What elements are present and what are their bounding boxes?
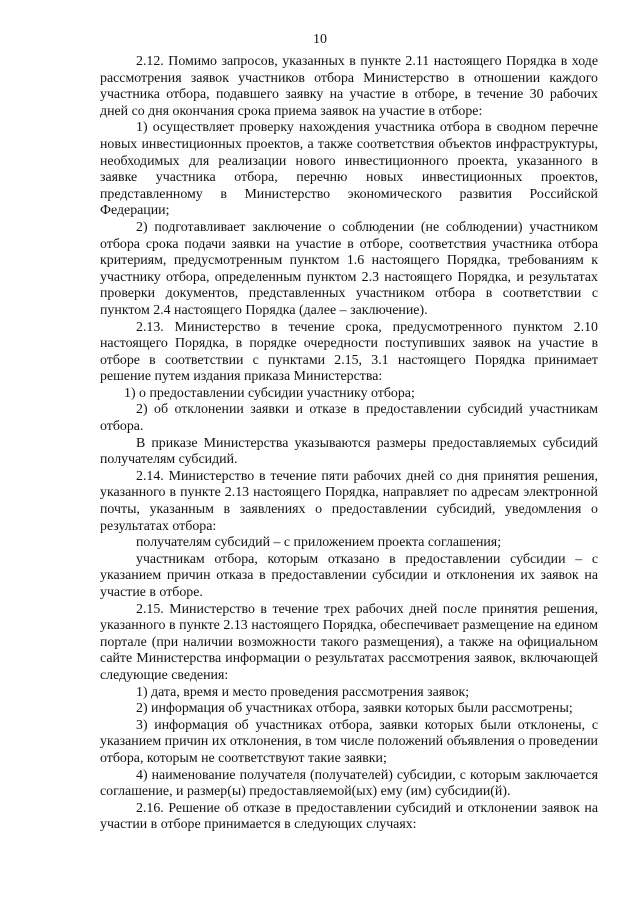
paragraph-2-12-item-2: 2) подготавливает заключение о соблюдении (не соблюдении) участником отбора срока подачи заявки на участие в отборе, соответствия участника отбора критериям, предусмотренным пунктом 1.6 настоящего Порядка, требованиям к участнику отбора, определенным пунктом 2.3 настоящего Порядка, и результатах проверки документов, представленных участником отбора в соответствии с пунктом 2.4 настоящего Порядка (далее – заключение). [100,219,598,318]
document-body [100,54,598,834]
paragraph-2-14-refused: участникам отбора, которым отказано в предоставлении субсидии – с указанием причин отказа в предоставлении субсидии и отклонения их заявок на участие в отборе. [100,551,598,600]
paragraph-2-15-item-3: 3) информация об участниках отбора, заявки которых были отклонены, с указанием причин их отклонения, в том числе положений объявления о проведении отбора, которым не соответствуют такие заявки; [100,717,598,766]
paragraph-2-15-item-2: 2) информация об участниках отбора, заявки которых были рассмотрены; [136,701,573,717]
paragraph-2-15: 2.15. Министерство в течение трех рабочих дней после принятия решения, указанного в пункте 2.13 настоящего Порядка, обеспечивает размещение на едином портале (при наличии возможности такого размещения), а также на официальном сайте Министерства информации о результатах рассмотрения заявок, включающей следующие сведения: [100,601,598,683]
paragraph-2-13-item-1: 1) о предоставлении субсидии участнику отбора; [124,385,415,401]
paragraph-2-15-item-4: 4) наименование получателя (получателей) субсидии, с которым заключается соглашение, и размер(ы) предоставляемой(ых) ему (им) субсидии(й). [100,767,598,800]
page-number: 10 [313,32,327,47]
paragraph-2-14-recipients: получателям субсидий – с приложением проекта соглашения; [136,535,502,551]
paragraph-2-15-item-1: 1) дата, время и место проведения рассмотрения заявок; [136,684,470,700]
paragraph-2-13: 2.13. Министерство в течение срока, предусмотренного пунктом 2.10 настоящего Порядка, в порядке очередности поступивших заявок на участие в отборе в соответствии с пунктами 2.15, 3.1 настоящего Порядка принимает решение путем издания приказа Министерства: [100,319,598,385]
paragraph-2-13-item-2: 2) об отклонении заявки и отказе в предоставлении субсидий участникам отбора. [100,402,598,435]
paragraph-2-14: 2.14. Министерство в течение пяти рабочих дней со дня принятия решения, указанного в пункте 2.13 настоящего Порядка, направляет по адресам электронной почты, указанным в заявлениях о предоставлении субсидий, уведомления о результатах отбора: [100,468,598,534]
paragraph-2-12-item-1: 1) осуществляет проверку нахождения участника отбора в сводном перечне новых инвестиционных проектов, а также соответствия объектов инфраструктуры, необходимых для реализации нового инвестиционного проекта, указанного в заявке участника отбора, перечню новых инвестиционных проектов, представленному в Министерство экономического развития Российской Федерации; [100,120,598,219]
paragraph-order-subsidies: В приказе Министерства указываются размеры предоставляемых субсидий получателям субсидий. [100,435,598,468]
paragraph-2-12: 2.12. Помимо запросов, указанных в пункте 2.11 настоящего Порядка в ходе рассмотрения заявок участников отбора Министерство в отношении каждого участника отбора, подавшего заявку на участие в отборе, в течение 30 рабочих дней со дня окончания срока приема заявок на участие в отборе: [100,54,598,119]
paragraph-2-16: 2.16. Решение об отказе в предоставлении субсидий и отклонении заявок на участии в отборе принимается в следующих случаях: [100,800,598,833]
